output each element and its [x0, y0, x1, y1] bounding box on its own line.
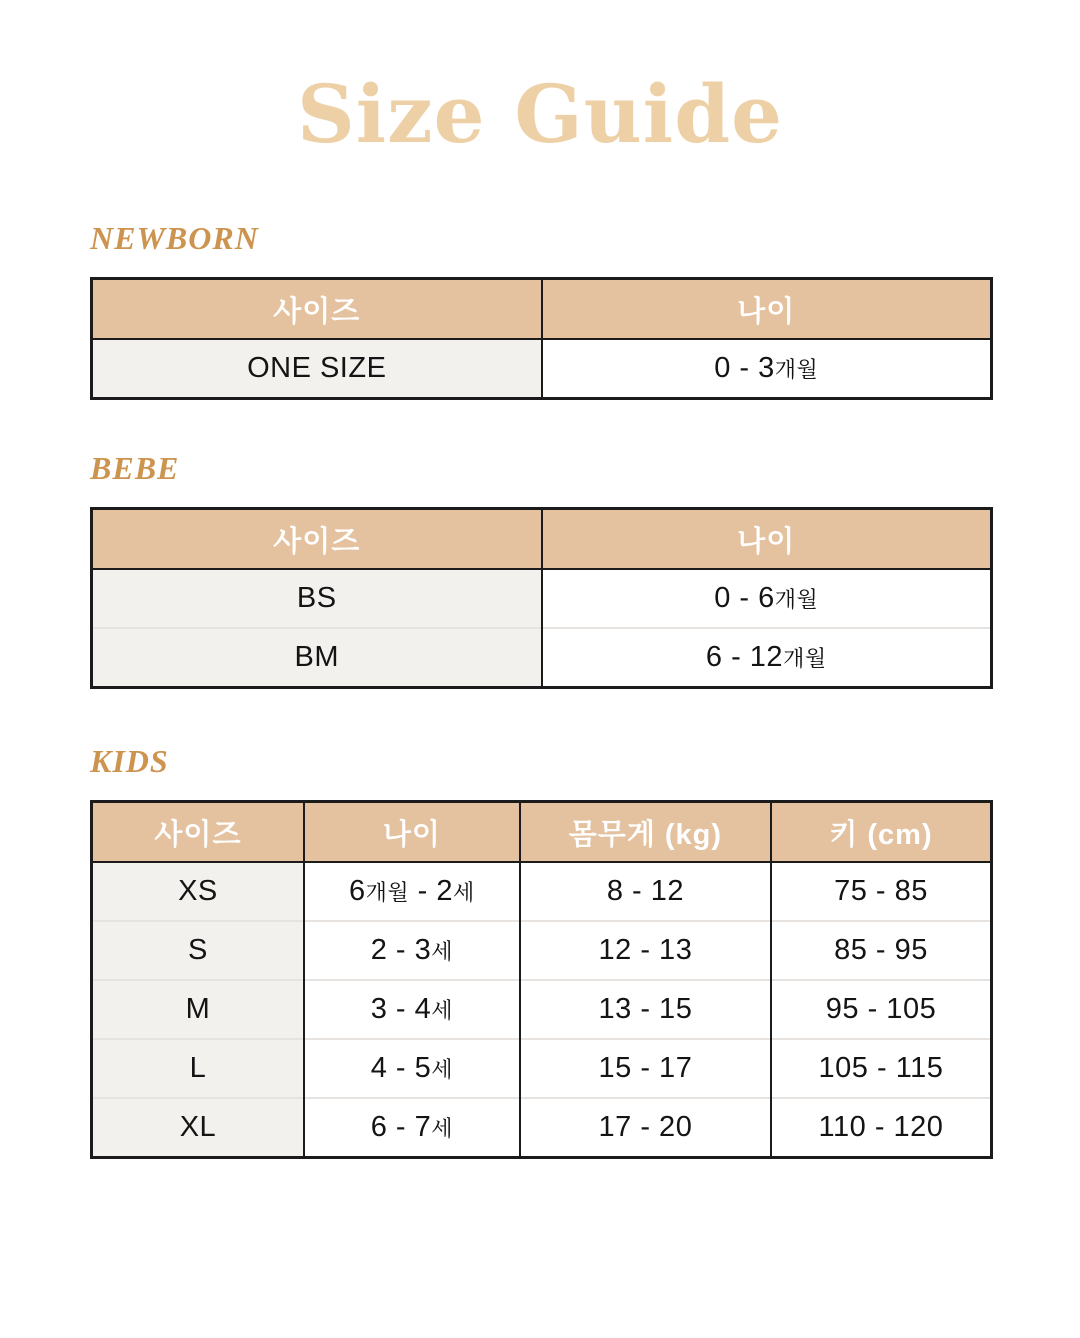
section-heading-kids: KIDS [90, 743, 169, 779]
column-header-height: 키 (cm) [771, 802, 992, 863]
table-cell-size: BS [92, 569, 542, 628]
column-header-age: 나이 [304, 802, 520, 863]
table-row [92, 1098, 992, 1158]
size-table-kids [90, 800, 993, 1159]
page-title: Size Guide [296, 67, 784, 161]
table-row [92, 921, 992, 980]
table-row [92, 569, 992, 628]
table-cell-height: 105 - 115 [771, 1039, 992, 1098]
column-header-size: 사이즈 [92, 509, 542, 570]
size-table-newborn [90, 277, 993, 400]
table-cell-size: L [92, 1039, 304, 1098]
column-header-size: 사이즈 [92, 279, 542, 340]
column-header-age: 나이 [542, 509, 992, 570]
table-cell-size: BM [92, 628, 542, 688]
table-row [92, 628, 992, 688]
table-row [92, 1039, 992, 1098]
table-cell-weight: 12 - 13 [520, 921, 771, 980]
content-container [90, 220, 993, 1159]
column-header-age: 나이 [542, 279, 992, 340]
table-row [92, 862, 992, 921]
table-cell-age: 3 - 4세 [304, 980, 520, 1039]
section-heading-bebe: BEBE [90, 450, 180, 486]
table-cell-weight: 8 - 12 [520, 862, 771, 921]
table-cell-size: XS [92, 862, 304, 921]
table-cell-age: 6 - 7세 [304, 1098, 520, 1158]
table-cell-height: 110 - 120 [771, 1098, 992, 1158]
size-table-bebe [90, 507, 993, 689]
table-cell-height: 75 - 85 [771, 862, 992, 921]
table-cell-age: 6개월 - 2세 [304, 862, 520, 921]
table-row [92, 339, 992, 399]
table-cell-size: ONE SIZE [92, 339, 542, 399]
table-cell-height: 85 - 95 [771, 921, 992, 980]
table-cell-size: M [92, 980, 304, 1039]
table-cell-age: 0 - 3개월 [542, 339, 992, 399]
table-cell-size: XL [92, 1098, 304, 1158]
table-cell-weight: 17 - 20 [520, 1098, 771, 1158]
section-heading-newborn: NEWBORN [90, 220, 259, 256]
table-cell-age: 4 - 5세 [304, 1039, 520, 1098]
table-cell-age: 6 - 12개월 [542, 628, 992, 688]
column-header-weight: 몸무게 (kg) [520, 802, 771, 863]
column-header-size: 사이즈 [92, 802, 304, 863]
table-cell-weight: 15 - 17 [520, 1039, 771, 1098]
header-row [92, 802, 992, 863]
table-cell-weight: 13 - 15 [520, 980, 771, 1039]
header-row [92, 509, 992, 570]
table-cell-height: 95 - 105 [771, 980, 992, 1039]
table-cell-age: 2 - 3세 [304, 921, 520, 980]
table-cell-age: 0 - 6개월 [542, 569, 992, 628]
table-row [92, 980, 992, 1039]
header-row [92, 279, 992, 340]
table-cell-size: S [92, 921, 304, 980]
